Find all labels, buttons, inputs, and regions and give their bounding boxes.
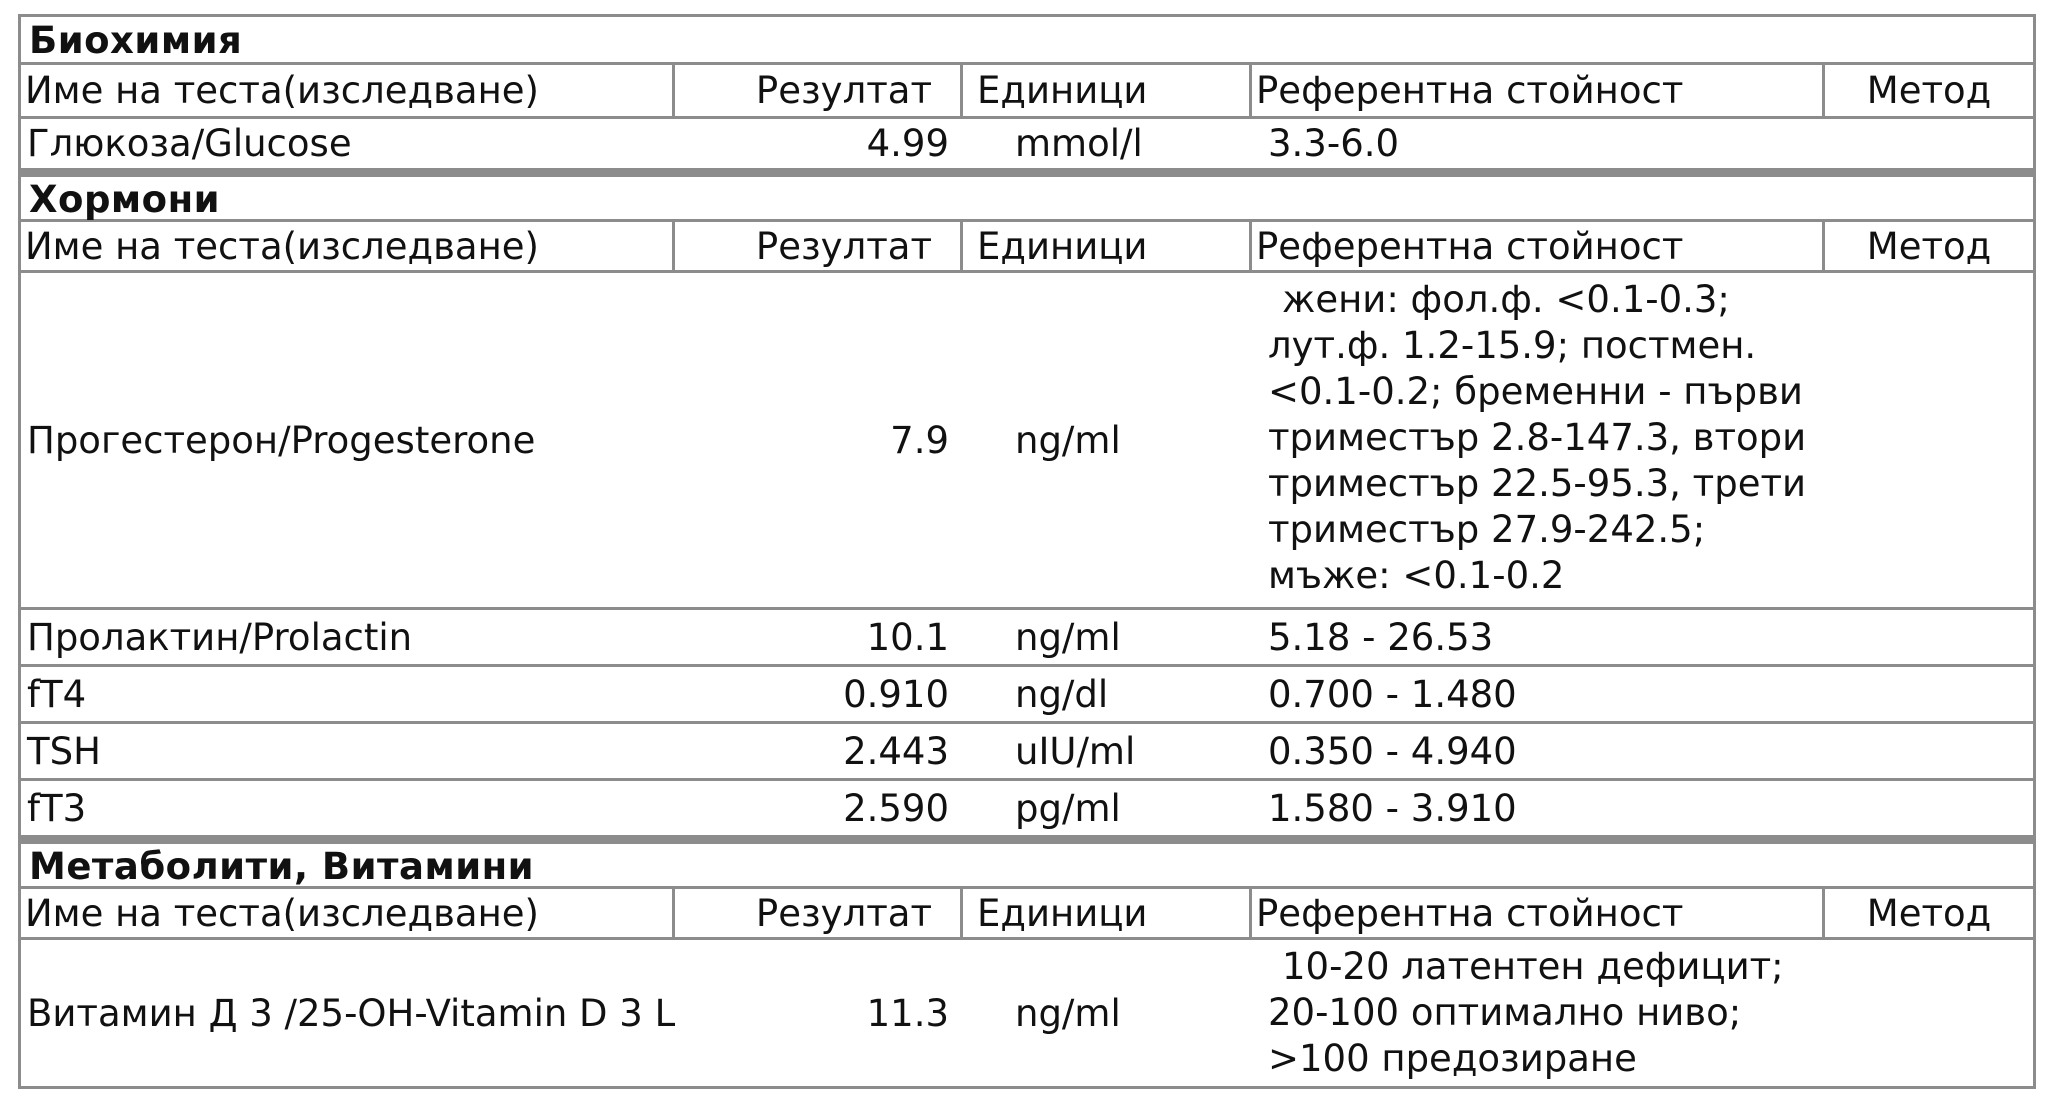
test-name: TSH [27,729,101,773]
test-result: 11.3 [866,991,949,1035]
table-row-glucose [21,119,2033,171]
test-unit: uIU/ml [1015,729,1136,773]
test-unit: mmol/l [1015,122,1143,165]
test-reference: 0.700 - 1.480 [1268,672,1517,716]
header-method: Метод [1866,224,1992,268]
test-unit: ng/ml [1015,991,1121,1035]
table-row-prolactin [21,610,2033,667]
test-method [1825,273,2033,607]
test-result: 0.910 [843,672,949,716]
test-result: 4.99 [866,122,949,165]
header-result: Резултат [675,889,963,937]
test-name: Пролактин/Prolactin [27,615,413,659]
test-unit: pg/ml [1015,786,1121,830]
reference-line: триместър 27.9-242.5; [1268,508,1706,551]
header-reference: Референтна стойност [1252,65,1825,116]
test-name: Прогестерон/Progesterone [27,418,536,462]
header-method: Метод [1866,69,1992,112]
reference-line: триместър 22.5-95.3, трети [1268,462,1807,505]
column-header-row [21,222,2033,273]
test-result: 7.9 [890,418,949,462]
test-reference: 3.3-6.0 [1268,122,1400,165]
test-result: 2.443 [843,729,949,773]
header-reference: Референтна стойност [1252,889,1825,937]
column-header-row [21,65,2033,119]
reference-line: <0.1-0.2; бременни - първи [1268,370,1803,413]
header-test-name: Име на теста(изследване) [21,222,675,270]
test-name: fT4 [27,672,87,716]
reference-line: лут.ф. 1.2-15.9; постмен. [1268,324,1757,367]
test-unit: ng/ml [1015,418,1121,462]
reference-line: триместър 2.8-147.3, втори [1268,416,1807,459]
test-method [1825,667,2033,721]
test-name: fT3 [27,786,87,830]
test-reference: 1.580 - 3.910 [1268,786,1517,830]
test-result: 2.590 [843,786,949,830]
test-name: Глюкоза/Glucose [27,122,352,165]
section-title-metabolites-vitamins: Метаболити, Витамини [21,838,2033,889]
reference-line: жени: фол.ф. <0.1-0.3; [1282,278,1730,321]
header-test-name: Име на теста(изследване) [21,65,675,116]
test-reference: 0.350 - 4.940 [1268,729,1517,773]
header-units: Единици [963,65,1252,116]
test-unit: ng/dl [1015,672,1109,716]
section-title-hormones: Хормони [21,171,2033,222]
header-test-name: Име на теста(изследване) [21,889,675,937]
header-units: Единици [963,222,1252,270]
test-result: 10.1 [866,615,949,659]
table-row-ft4 [21,667,2033,724]
column-header-row [21,889,2033,940]
header-method: Метод [1866,891,1992,935]
test-reference: 5.18 - 26.53 [1268,615,1494,659]
table-row-vitamin-d3 [21,940,2033,1086]
reference-line: 20-100 оптимално ниво; [1268,991,1742,1034]
test-method [1825,119,2033,168]
reference-line: >100 предозиране [1268,1037,1637,1080]
test-name: Витамин Д 3 /25-OH-Vitamin D 3 L [27,991,675,1035]
header-result: Резултат [675,65,963,116]
table-row-tsh [21,724,2033,781]
lab-results-table [18,14,2036,1089]
test-method [1825,724,2033,778]
reference-line: мъже: <0.1-0.2 [1268,554,1565,597]
test-unit: ng/ml [1015,615,1121,659]
header-result: Резултат [675,222,963,270]
test-method [1825,940,2033,1086]
test-method [1825,610,2033,664]
test-method [1825,781,2033,835]
table-row-ft3 [21,781,2033,838]
table-row-progesterone [21,273,2033,610]
reference-line: 10-20 латентен дефицит; [1282,945,1784,988]
section-title-biochemistry: Биохимия [21,17,2033,65]
header-reference: Референтна стойност [1252,222,1825,270]
test-reference [1252,273,1825,607]
header-units: Единици [963,889,1252,937]
test-reference [1252,940,1825,1086]
